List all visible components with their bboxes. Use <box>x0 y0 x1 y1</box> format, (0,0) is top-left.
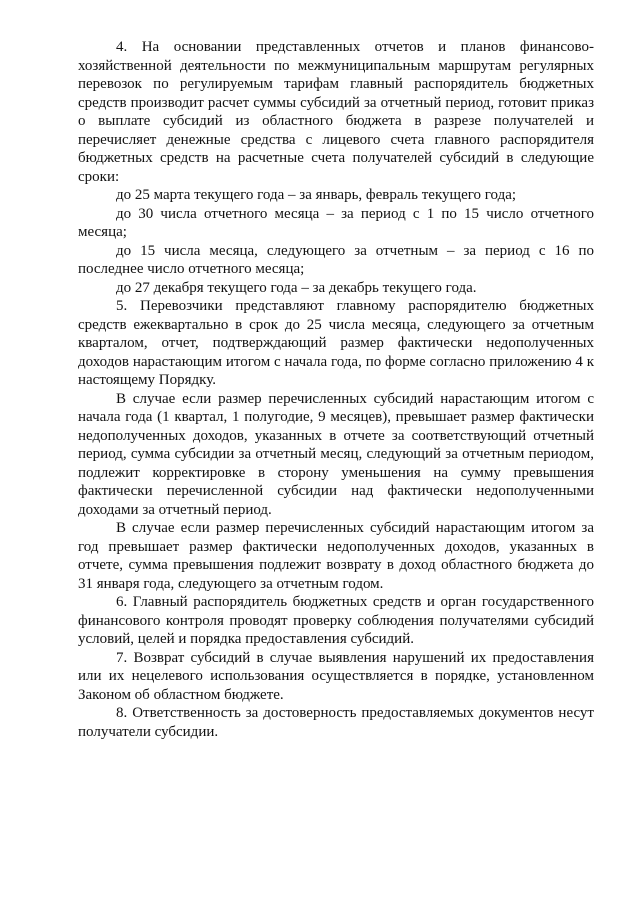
paragraph-8-responsibility: 8. Ответственность за достоверность предоставляемых документов несут получатели субсидии. <box>78 705 594 740</box>
paragraph-quarterly-adjustment: В случае если размер перечисленных субсидий нарастающим итогом с начала года (1 квартал, 1 полугодие, 9 месяцев), превышает размер фактически недополученных доходов, указанных в отчете за соответствующий отчетный период, сумма субсидии за отчетный месяц, следующий за отчетным периодом, подлежит корректировке в сторону уменьшения на сумму превышения фактически перечисленной субсидии над фактически недополученными доходами за отчетный период. <box>78 390 594 518</box>
paragraph-5-carrier-reports: 5. Перевозчики представляют главному распорядителю бюджетных средств ежеквартально в срок до 25 числа месяца, следующего за отчетным кварталом, отчет, подтверждающий размер фактически недополученных доходов нарастающим итогом с начала года, по форме согласно приложению 4 к настоящему Порядку. <box>78 298 594 388</box>
paragraph-annual-refund: В случае если размер перечисленных субсидий нарастающим итогом за год превышает размер фактически недополученных доходов, указанных в отчете, сумма превышения подлежит возврату в доход областного бюджета до 31 января года, следующего за отчетным годом. <box>78 520 594 592</box>
deadline-item-first-half-month: до 30 числа отчетного месяца – за период с 1 по 15 число отчетного месяца; <box>78 205 594 240</box>
document-body <box>78 38 594 741</box>
paragraph-4-payment-procedure: 4. На основании представленных отчетов и планов финансово-хозяйственной деятельности по межмуниципальным маршрутам регулярных перевозок по регулируемым тарифам главный распорядитель бюджетных средств производит расчет суммы субсидий за отчетный период, готовит приказ о выплате субсидий из областного бюджета в разрезе получателей и перечисляет денежные средства с лицевого счета главного распорядителя бюджетных средств на расчетные счета получателей субсидий в следующие сроки: <box>78 39 594 185</box>
deadline-item-december: до 27 декабря текущего года – за декабрь текущего года. <box>116 279 477 296</box>
paragraph-7-subsidy-return: 7. Возврат субсидий в случае выявления нарушений их предоставления или их нецелевого использования осуществляется в порядке, установленном Законом об областном бюджете. <box>78 649 594 703</box>
deadline-item-january-february: до 25 марта текущего года – за январь, февраль текущего года; <box>116 187 517 203</box>
paragraph-6-control-check: 6. Главный распорядитель бюджетных средств и орган государственного финансового контроля проводят проверку соблюдения получателями субсидий условий, целей и порядка предоставления субсидий. <box>78 594 594 647</box>
deadline-item-second-half-month: до 15 числа месяца, следующего за отчетным – за период с 16 по последнее число отчетного месяца; <box>78 242 594 277</box>
